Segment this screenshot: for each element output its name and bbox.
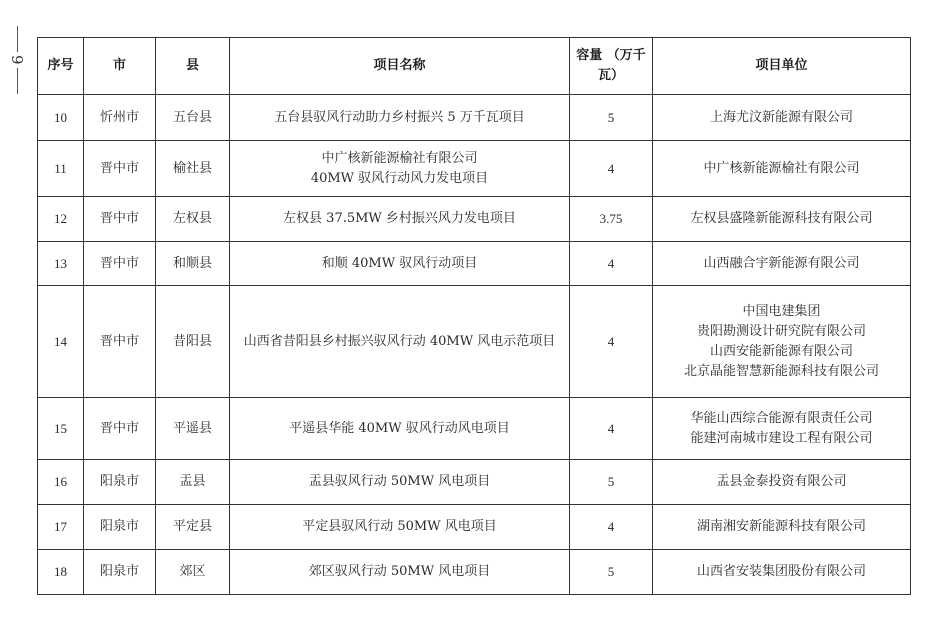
- cell-project-line: 左权县 37.5MW 乡村振兴风力发电项目: [283, 211, 516, 226]
- cell-unit: [653, 505, 911, 550]
- cell-seq: 13: [38, 242, 84, 286]
- cell-unit-line: 湖南湘安新能源科技有限公司: [696, 519, 866, 534]
- cell-seq: 18: [38, 550, 84, 595]
- cell-unit-line: 华能山西综合能源有限责任公司: [690, 410, 873, 426]
- cell-capacity: 5: [570, 550, 653, 595]
- cell-project: [230, 197, 570, 242]
- cell-project: [230, 242, 570, 286]
- cell-project: [230, 95, 570, 141]
- cell-project-line: 郊区驭风行动 50MW 风电项目: [308, 564, 491, 579]
- cell-county: 榆社县: [156, 141, 230, 197]
- cell-project-line: 平定县驭风行动 50MW 风电项目: [302, 519, 497, 534]
- cell-capacity: 4: [570, 398, 653, 460]
- header-capacity-line1: 容量: [576, 48, 603, 63]
- cell-capacity: 4: [570, 141, 653, 197]
- page-number: [8, 26, 26, 108]
- cell-capacity: 5: [570, 95, 653, 141]
- cell-unit-line: 左权县盛隆新能源科技有限公司: [690, 211, 873, 226]
- cell-seq: 11: [38, 141, 84, 197]
- cell-capacity: 3.75: [570, 197, 653, 242]
- cell-county: 昔阳县: [156, 286, 230, 398]
- cell-project-line: 山西省昔阳县乡村振兴驭风行动 40MW 风电示范项目: [243, 333, 556, 349]
- table-row: [38, 398, 911, 460]
- cell-unit-line: 上海尤汶新能源有限公司: [709, 109, 853, 125]
- cell-county: 五台县: [156, 95, 230, 141]
- cell-unit: [653, 460, 911, 505]
- cell-unit-line: 能建河南城市建设工程有限公司: [690, 430, 873, 446]
- cell-city: 忻州市: [84, 95, 156, 141]
- table-row: [38, 286, 911, 398]
- cell-project: [230, 141, 570, 197]
- cell-unit-line: 中广核新能源榆社有限公司: [703, 160, 860, 176]
- cell-project: [230, 460, 570, 505]
- header-seq: 序号: [38, 38, 84, 95]
- cell-seq: 15: [38, 398, 84, 460]
- cell-seq: 14: [38, 286, 84, 398]
- cell-county: 郊区: [156, 550, 230, 595]
- cell-city: 阳泉市: [84, 460, 156, 505]
- cell-unit-line: 山西融合宇新能源有限公司: [703, 255, 860, 271]
- header-capacity: [570, 38, 653, 95]
- header-county: 县: [156, 38, 230, 95]
- cell-county: 左权县: [156, 197, 230, 242]
- header-city: 市: [84, 38, 156, 95]
- cell-capacity: 4: [570, 242, 653, 286]
- cell-project: [230, 550, 570, 595]
- cell-capacity: 4: [570, 505, 653, 550]
- cell-project: [230, 505, 570, 550]
- cell-project: [230, 286, 570, 398]
- cell-project-line: 中广核新能源榆社有限公司: [321, 150, 478, 166]
- cell-unit-line: 中国电建集团: [742, 303, 821, 319]
- cell-unit: [653, 141, 911, 197]
- cell-unit-line: 山西省安装集团股份有限公司: [696, 564, 866, 579]
- table-row: [38, 242, 911, 286]
- cell-seq: 12: [38, 197, 84, 242]
- cell-city: 阳泉市: [84, 505, 156, 550]
- cell-city: 晋中市: [84, 242, 156, 286]
- cell-unit-line: 北京晶能智慧新能源科技有限公司: [683, 363, 879, 379]
- cell-city: 阳泉市: [84, 550, 156, 595]
- header-unit: 项目单位: [653, 38, 911, 95]
- cell-project-line: 五台县驭风行动助力乡村振兴 5 万千瓦项目: [274, 109, 525, 125]
- cell-seq: 16: [38, 460, 84, 505]
- table-row: [38, 197, 911, 242]
- cell-unit: [653, 95, 911, 141]
- page-number-text: 9: [8, 55, 26, 65]
- cell-city: 晋中市: [84, 141, 156, 197]
- project-table: [37, 37, 911, 595]
- cell-unit: [653, 242, 911, 286]
- cell-county: 平定县: [156, 505, 230, 550]
- cell-county: 盂县: [156, 460, 230, 505]
- table-row: [38, 505, 911, 550]
- cell-capacity: 4: [570, 286, 653, 398]
- cell-city: 晋中市: [84, 398, 156, 460]
- cell-city: 晋中市: [84, 286, 156, 398]
- header-project: 项目名称: [230, 38, 570, 95]
- table-row: [38, 550, 911, 595]
- table-row: [38, 141, 911, 197]
- cell-seq: 10: [38, 95, 84, 141]
- cell-project-line: 盂县驭风行动 50MW 风电项目: [308, 474, 491, 489]
- cell-county: 和顺县: [156, 242, 230, 286]
- cell-unit-line: 贵阳勘测设计研究院有限公司: [696, 323, 866, 339]
- page-number-dash-top: [17, 26, 18, 52]
- cell-seq: 17: [38, 505, 84, 550]
- cell-unit-line: 盂县金泰投资有限公司: [716, 474, 847, 489]
- table-row: [38, 460, 911, 505]
- cell-county: 平遥县: [156, 398, 230, 460]
- header-capacity-line2: （万千瓦）: [597, 48, 646, 83]
- cell-city: 晋中市: [84, 197, 156, 242]
- cell-unit: [653, 197, 911, 242]
- cell-unit: [653, 550, 911, 595]
- cell-unit: [653, 398, 911, 460]
- cell-project-line: 和顺 40MW 驭风行动项目: [321, 255, 478, 271]
- cell-capacity: 5: [570, 460, 653, 505]
- page-number-dash-bottom: [17, 68, 18, 94]
- cell-project: [230, 398, 570, 460]
- cell-project-line: 平遥县华能 40MW 驭风行动风电项目: [289, 420, 510, 436]
- cell-project-line: 40MW 驭风行动风力发电项目: [310, 170, 489, 186]
- header-row: [38, 38, 911, 95]
- cell-unit-line: 山西安能新能源有限公司: [709, 343, 853, 359]
- cell-unit: [653, 286, 911, 398]
- table-row: [38, 95, 911, 141]
